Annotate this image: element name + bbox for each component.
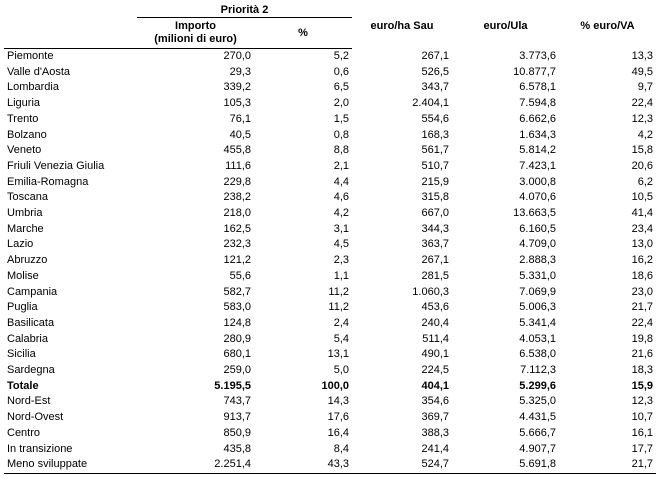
cell-value: 5.666,7: [519, 426, 556, 439]
cell-value: 8,8: [333, 144, 349, 157]
cell-value: 23,0: [631, 285, 653, 298]
cell-value: 1.060,3: [412, 285, 449, 298]
cell-value: 11,2: [328, 301, 349, 314]
table-row: [4, 190, 656, 206]
cell-value: 5.341,4: [519, 316, 556, 329]
cell-value: 13.663,5: [513, 207, 556, 220]
col-header-euro-ha: euro/ha Sau: [370, 19, 434, 32]
cell-value: 6,2: [637, 175, 653, 188]
cell-value: 7.423,1: [519, 159, 556, 172]
col-header-pct: %: [254, 18, 352, 49]
cell-value: 41,4: [631, 207, 653, 220]
cell-value: 5,2: [333, 50, 349, 62]
cell-value: 267,1: [421, 49, 449, 62]
cell-value: 76,1: [229, 112, 251, 125]
cell-value: 2.404,1: [412, 97, 449, 110]
cell-value: 2.251,4: [137, 457, 254, 473]
cell-value: 121,2: [223, 254, 251, 267]
row-label: In transizione: [7, 442, 73, 455]
row-label: Puglia: [7, 301, 38, 314]
col-header-pct-euro-va: % euro/VA: [580, 19, 635, 32]
cell-value: 10,5: [631, 191, 653, 204]
row-label: Valle d'Aosta: [7, 65, 71, 78]
row-label: Meno sviluppate: [4, 457, 137, 473]
cell-value: 6.578,1: [519, 81, 556, 94]
cell-value: 8,4: [333, 442, 349, 455]
cell-value: 455,8: [223, 144, 251, 157]
cell-value: 524,7: [352, 457, 452, 473]
cell-value: 5.814,2: [519, 144, 556, 157]
cell-value: 4.053,1: [519, 332, 556, 345]
cell-value: 229,8: [223, 175, 251, 188]
cell-value: 21,7: [631, 301, 653, 314]
cell-value: 4.907,7: [519, 442, 556, 455]
table-row: [4, 300, 656, 316]
cell-value: 11,2: [328, 285, 349, 298]
row-label: Marche: [7, 222, 44, 235]
cell-value: 850,9: [223, 426, 251, 439]
cell-value: 232,3: [223, 238, 251, 251]
header-row-group: [4, 3, 656, 18]
table-row: [4, 159, 656, 175]
table-row: [4, 128, 656, 144]
row-label: Basilicata: [7, 316, 55, 329]
cell-value: 561,7: [421, 144, 449, 157]
table-row: [4, 96, 656, 112]
cell-value: 43,3: [254, 457, 352, 473]
cell-value: 162,5: [223, 222, 251, 235]
cell-value: 10.877,7: [513, 65, 556, 78]
cell-value: 224,5: [421, 364, 449, 377]
row-label: Lombardia: [7, 81, 59, 94]
data-table: [4, 3, 656, 474]
cell-value: 510,7: [421, 159, 449, 172]
cell-value: 7.594,8: [519, 97, 556, 110]
row-label: Trento: [7, 112, 39, 125]
cell-value: 22,4: [631, 97, 653, 110]
cell-value: 388,3: [421, 426, 449, 439]
cell-value: 680,1: [223, 348, 251, 361]
cell-value: 1,1: [333, 269, 349, 282]
row-label: Calabria: [7, 332, 48, 345]
cell-value: 259,0: [223, 364, 251, 377]
cell-value: 913,7: [223, 411, 251, 424]
cell-value: 7.069,9: [519, 285, 556, 298]
cell-value: 526,5: [421, 65, 449, 78]
row-label: Veneto: [7, 144, 42, 157]
cell-value: 240,4: [421, 316, 449, 329]
row-label: Molise: [7, 269, 39, 282]
row-label: Friuli Venezia Giulia: [7, 159, 105, 172]
cell-value: 6.160,5: [519, 222, 556, 235]
cell-value: 5.325,0: [519, 395, 556, 408]
cell-value: 404,1: [421, 379, 449, 392]
cell-value: 6.662,6: [519, 112, 556, 125]
cell-value: 14,3: [327, 395, 349, 408]
cell-value: 241,4: [421, 442, 449, 455]
cell-value: 124,8: [223, 316, 251, 329]
table-row: [4, 206, 656, 222]
cell-value: 238,2: [223, 191, 251, 204]
cell-value: 40,5: [229, 128, 251, 141]
cell-value: 280,9: [223, 332, 251, 345]
row-label: Totale: [7, 379, 39, 392]
cell-value: 16,1: [631, 426, 653, 439]
cell-value: 29,3: [229, 65, 251, 78]
table-row: [4, 269, 656, 285]
row-label: Sicilia: [7, 348, 36, 361]
cell-value: 4,5: [333, 238, 349, 251]
cell-value: 490,1: [421, 348, 449, 361]
table-row: [4, 379, 656, 395]
cell-value: 4,6: [333, 191, 349, 204]
table-row: [4, 332, 656, 348]
table-row: [4, 457, 656, 473]
row-label: Toscana: [7, 191, 48, 204]
cell-value: 16,2: [631, 254, 653, 267]
table-row: [4, 237, 656, 253]
cell-value: 5.006,3: [519, 301, 556, 314]
cell-value: 15,9: [631, 379, 653, 392]
cell-value: 2,1: [333, 159, 349, 172]
cell-value: 12,3: [631, 112, 653, 125]
table-row: [4, 442, 656, 458]
table-body: [4, 49, 656, 474]
cell-value: 5.331,0: [519, 269, 556, 282]
cell-value: 363,7: [421, 238, 449, 251]
cell-value: 554,6: [421, 112, 449, 125]
cell-value: 2.888,3: [519, 254, 556, 267]
cell-value: 2,4: [333, 316, 349, 329]
cell-value: 270,0: [223, 50, 251, 62]
cell-value: 2,3: [333, 254, 349, 267]
row-label: Nord-Ovest: [7, 411, 64, 424]
cell-value: 55,6: [229, 269, 251, 282]
cell-value: 3,1: [333, 222, 349, 235]
cell-value: 18,6: [631, 269, 653, 282]
cell-value: 1,5: [333, 112, 349, 125]
cell-value: 17,6: [327, 411, 349, 424]
cell-value: 21,6: [631, 348, 653, 361]
row-label: Bolzano: [7, 128, 47, 141]
cell-value: 12,3: [631, 395, 653, 408]
group-header-priorita: Priorità 2: [137, 3, 352, 18]
cell-value: 4.709,0: [519, 238, 556, 251]
cell-value: 16,4: [327, 426, 349, 439]
table-row: [4, 175, 656, 191]
cell-value: 354,6: [421, 395, 449, 408]
cell-value: 168,3: [421, 128, 449, 141]
cell-value: 435,8: [223, 442, 251, 455]
col-header-euro-ula: euro/Ula: [483, 19, 528, 32]
cell-value: 4,2: [637, 128, 653, 141]
cell-value: 5,4: [333, 332, 349, 345]
cell-value: 3.773,6: [519, 49, 556, 62]
cell-value: 4.431,5: [519, 411, 556, 424]
row-label: Campania: [7, 285, 58, 298]
cell-value: 369,7: [421, 411, 449, 424]
table-row: [4, 426, 656, 442]
table-row: [4, 49, 656, 65]
cell-value: 344,3: [421, 222, 449, 235]
cell-value: 215,9: [421, 175, 449, 188]
cell-value: 453,6: [421, 301, 449, 314]
table-row: [4, 410, 656, 426]
cell-value: 6.538,0: [519, 348, 556, 361]
cell-value: 18,3: [631, 364, 653, 377]
table-row: [4, 253, 656, 269]
cell-value: 7.112,3: [520, 364, 556, 377]
row-label: Lazio: [7, 238, 34, 251]
cell-value: 15,8: [631, 144, 653, 157]
table-row: [4, 80, 656, 96]
cell-value: 100,0: [321, 379, 349, 392]
cell-value: 5.195,5: [214, 379, 251, 392]
table-row: [4, 222, 656, 238]
cell-value: 23,4: [631, 222, 653, 235]
cell-value: 5.299,6: [519, 379, 556, 392]
cell-value: 315,8: [421, 191, 449, 204]
table-row: [4, 112, 656, 128]
cell-value: 13,1: [327, 348, 349, 361]
row-label: Umbria: [7, 207, 43, 220]
cell-value: 105,3: [223, 97, 251, 110]
cell-value: 22,4: [631, 316, 653, 329]
cell-value: 267,1: [421, 254, 449, 267]
row-label: Liguria: [7, 97, 41, 110]
table-row: [4, 65, 656, 81]
cell-value: 49,5: [631, 65, 653, 78]
col-header-importo: Importo (milioni di euro): [137, 18, 254, 49]
table-row: [4, 394, 656, 410]
cell-value: 13,3: [631, 49, 653, 62]
cell-value: 5,0: [333, 364, 349, 377]
cell-value: 2,0: [333, 97, 349, 110]
table-row: [4, 285, 656, 301]
cell-value: 3.000,8: [519, 175, 556, 188]
cell-value: 343,7: [421, 81, 449, 94]
cell-value: 218,0: [223, 207, 251, 220]
cell-value: 13,0: [631, 238, 653, 251]
cell-value: 10,7: [631, 411, 653, 424]
cell-value: 743,7: [223, 395, 251, 408]
cell-value: 667,0: [421, 207, 449, 220]
cell-value: 0,8: [333, 128, 349, 141]
row-label: Emilia-Romagna: [7, 175, 89, 188]
row-label: Nord-Est: [7, 395, 51, 408]
cell-value: 582,7: [223, 285, 251, 298]
table-row: [4, 363, 656, 379]
cell-value: 5.691,8: [452, 457, 559, 473]
cell-value: 583,0: [223, 301, 251, 314]
table-row: [4, 143, 656, 159]
cell-value: 20,6: [631, 159, 653, 172]
cell-value: 1.634,3: [519, 128, 556, 141]
row-label: Piemonte: [7, 50, 54, 62]
cell-value: 9,7: [637, 81, 653, 94]
cell-value: 17,7: [631, 442, 653, 455]
cell-value: 21,7: [559, 457, 656, 473]
cell-value: 111,6: [225, 159, 251, 172]
row-label: Abruzzo: [7, 254, 48, 267]
cell-value: 6,5: [333, 81, 349, 94]
cell-value: 4,4: [333, 175, 349, 188]
table-row: [4, 347, 656, 363]
row-label: Centro: [7, 426, 41, 439]
cell-value: 339,2: [223, 81, 251, 94]
table-row: [4, 316, 656, 332]
cell-value: 0,6: [333, 65, 349, 78]
row-label: Sardegna: [7, 364, 55, 377]
cell-value: 4.070,6: [519, 191, 556, 204]
cell-value: 4,2: [333, 207, 349, 220]
cell-value: 19,8: [631, 332, 653, 345]
cell-value: 281,5: [421, 269, 449, 282]
cell-value: 511,4: [422, 332, 449, 345]
